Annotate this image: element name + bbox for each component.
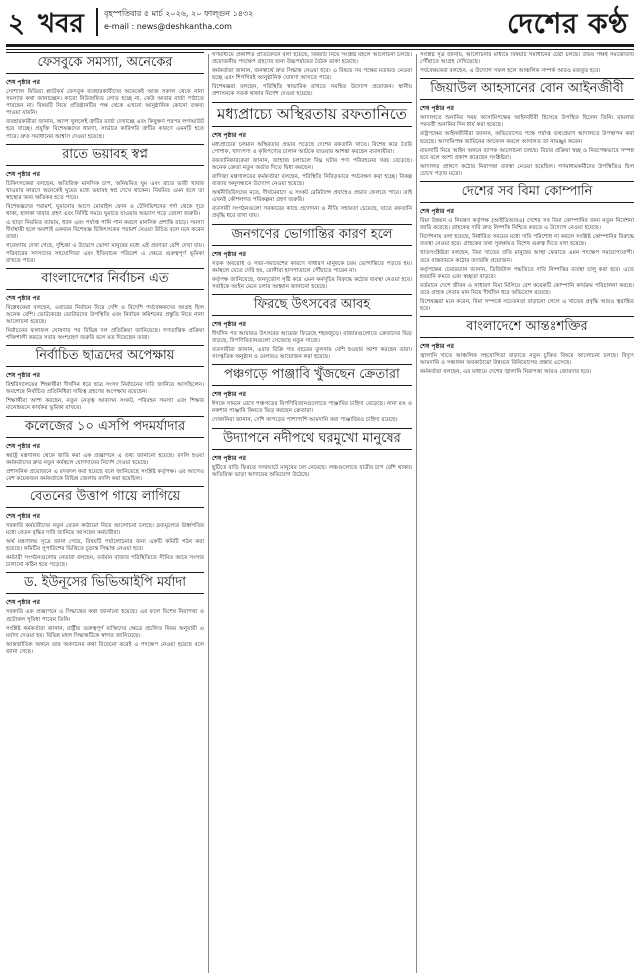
article-paragraph: বিশ্ববিদ্যালয়ের শিক্ষার্থীরা দীর্ঘদিন ধরে ছাত্র সংসদ নির্বাচনের দাবি জানিয়ে আসছিলেন। অবশেষে নির্বাচিত প্রতিনিধিরা দায়িত্ব গ্রহণের অপেক্ষায় রয়েছেন। (6, 382, 204, 396)
article-paragraph: জ্বালানি খাতে আঞ্চলিক সহযোগিতা বাড়াতে নতুন চুক্তির বিষয়ে আলোচনা চলছে। বিদ্যুৎ আমদানি ও সঞ্চালন অবকাঠামো উন্নয়নে বিনিয়োগের প্রস্তাব এসেছে। (420, 353, 634, 367)
article-continued-label: শেষ পৃষ্ঠার পর (6, 294, 40, 302)
article (212, 52, 412, 99)
article-paragraph: রাষ্ট্রপক্ষের আইনজীবীরা জানান, অভিযোগের পক্ষে পর্যাপ্ত তথ্যপ্রমাণ আদালতে উপস্থাপন করা হয়েছে। আসামিপক্ষ জামিনের আবেদন করলে আদালত তা নামঞ্জুর করেন। (420, 131, 634, 145)
article-headline: বেতনের উত্তাপ গায়ে লাগিয়ে (6, 486, 204, 508)
article-paragraph: গবেষণায় দেখা গেছে, দুশ্চিন্তা ও উদ্বেগে ভোগা মানুষের মধ্যে এই প্রবণতা বেশি দেখা যায়। পরিবারের সদস্যদের সহযোগিতা এবং ইতিবাচক পরিবেশ এ ক্ষেত্রে গুরুত্বপূর্ণ ভূমিকা রাখতে পারে। (6, 243, 204, 264)
article-paragraph: গণমাধ্যমে প্রকাশিত প্রতিবেদনে বলা হয়েছে, বিষয়টি নিয়ে সংশ্লিষ্ট মহলে আলোচনা চলছে। প্রয়োজনীয় পদক্ষেপ গ্রহণের জন্য উচ্চপর্যায়ের বৈঠক ডাকা হয়েছে। (212, 52, 412, 66)
article-headline: কলেজের ১০ এসপি পদমর্যাদার (6, 416, 204, 438)
article-continued-label: শেষ পৃষ্ঠার পর (6, 512, 40, 520)
article-paragraph: অর্থনীতিবিদদের মতে, দীর্ঘমেয়াদে এ সংকট রেমিট্যান্স প্রবাহেও প্রভাব ফেলতে পারে। তাই এখনই কৌশলগত পরিকল্পনা গ্রহণ জরুরি। (212, 190, 412, 204)
contact-email[interactable]: e-mail : news@deshkantha.com (104, 22, 232, 31)
article-headline: ফিরছে উৎসবের আবহ (212, 294, 412, 316)
article-paragraph: কর্মচারী সংগঠনগুলোর নেতারা বলছেন, বর্তমান বাজার পরিস্থিতিতে সীমিত আয়ে সংসার চালানো কঠিন হয়ে পড়েছে। (6, 555, 204, 569)
article-paragraph: কর্মকর্তারা জানান, জনস্বার্থে দ্রুত সিদ্ধান্ত নেওয়া হবে। এ বিষয়ে সব পক্ষের মতামত নেওয়া হচ্ছে এবং শিগগিরই আনুষ্ঠানিক ঘোষণা আসতে পারে। (212, 68, 412, 82)
article-headline: বাংলাদেশে আন্তঃশক্তির (420, 316, 634, 338)
article-headline: পঞ্চগড়ে পাঞ্জাবি খুঁজছেন ক্রেতারা (212, 364, 412, 386)
article-continued-label: শেষ পৃষ্ঠার পর (6, 599, 40, 607)
article-paragraph: আন্তর্জাতিক অঙ্গনে তার অবদানের কথা বিবেচনা করেই এ পদক্ষেপ নেওয়া হয়েছে বলে জানা গেছে। (6, 641, 204, 655)
article-paragraph: সংশ্লিষ্ট সূত্র জানায়, আলোচনার মাধ্যমে বিষয়টি সমাধানের চেষ্টা চলছে। উভয় পক্ষই সমঝোতায় পৌঁছাতে আগ্রহ দেখিয়েছে। (420, 52, 634, 66)
newspaper-logo: দেশের কণ্ঠ (506, 7, 628, 40)
column-divider (416, 54, 417, 973)
article (420, 316, 634, 376)
article (6, 416, 204, 483)
article (212, 428, 412, 479)
article-paragraph: বাণিজ্য মন্ত্রণালয়ের কর্মকর্তারা বলছেন, পরিস্থিতি নিবিড়ভাবে পর্যবেক্ষণ করা হচ্ছে। বিকল্প বাজার অনুসন্ধানে উদ্যোগ নেওয়া হয়েছে। (212, 173, 412, 188)
section-title: খবর (38, 9, 84, 39)
article-paragraph: বিশেষজ্ঞরা মনে করেন, বিমা সম্পর্কে সচেতনতা বাড়ানো গেলে এ খাতের প্রবৃদ্ধি আরও ত্বরান্বিত হবে। (420, 298, 634, 313)
article-paragraph: শিক্ষার্থীরা আশা করছেন, নতুন নেতৃত্ব আবাসন সংকট, পরিবহন সমস্যা এবং শিক্ষার মানোন্নয়নে কার্যকর ভূমিকা রাখবে। (6, 398, 204, 412)
article-paragraph: ব্যবসায়ী সংগঠনগুলো সরকারের কাছে প্রণোদনা ও নীতি সহায়তা চেয়েছে, যাতে রফতানি প্রবৃদ্ধি ধরে রাখা যায়। (212, 206, 412, 220)
article-paragraph: স্বরাষ্ট্র মন্ত্রণালয় থেকে জারি করা এক প্রজ্ঞাপনে এ তথ্য জানানো হয়েছে। বদলি হওয়া কর্মকর্তাদের দ্রুত নতুন কর্মস্থলে যোগদানের নির্দেশ দেওয়া হয়েছে। (6, 452, 204, 466)
article-continued-label: শেষ পৃষ্ঠার পর (212, 250, 246, 258)
article-paragraph: সড়ক অবরোধ ও সভা-সমাবেশের কারণে সাধারণ মানুষকে চরম ভোগান্তিতে পড়তে হয়। কর্মস্থলে যেতে দেরি হয়, রোগীরা হাসপাতালে পৌঁছাতে পারেন না। (212, 260, 412, 274)
article-headline: বাংলাদেশের নির্বাচন এত (6, 268, 204, 290)
column-left (6, 52, 204, 975)
article-paragraph: প্রশাসনিক প্রয়োজনে এ রদবদল করা হয়েছে বলে জানিয়েছে সংশ্লিষ্ট কর্তৃপক্ষ। এর আগেও বেশ কয়েকজন কর্মকর্তাকে বিভিন্ন জেলায় বদলি করা হয়েছিল। (6, 468, 204, 482)
article (212, 224, 412, 291)
article-headline: মধ্যপ্রাচ্যে অস্থিরতায় রফতানিতে (212, 102, 412, 127)
article (212, 294, 412, 361)
article-continued-label: শেষ পৃষ্ঠার পর (420, 105, 454, 113)
article-continued-label: শেষ পৃষ্ঠার পর (420, 208, 454, 216)
article (6, 486, 204, 570)
article-headline: উদ্যাপনে নদীপথে ঘরমুখো মানুষের (212, 428, 412, 450)
article-paragraph: মামলাটি নিয়ে আইন অঙ্গনে ব্যাপক আলোচনা চলছে। বিচার প্রক্রিয়া স্বচ্ছ ও নিরপেক্ষভাবে সম্পন্ন হবে বলে আশা প্রকাশ করেছেন সংশ্লিষ্টরা। (420, 147, 634, 161)
article-paragraph: সংশ্লিষ্ট কর্মকর্তারা জানান, রাষ্ট্রীয় গুরুত্বপূর্ণ ব্যক্তিদের ক্ষেত্রে প্রচলিত নিয়ম অনুযায়ী এ মর্যাদা দেওয়া হয়। বিভিন্ন মহল সিদ্ধান্তটিকে স্বাগত জানিয়েছে। (6, 625, 204, 639)
article-paragraph: অর্থ মন্ত্রণালয় সূত্রে জানা গেছে, বিষয়টি পর্যালোচনার জন্য একটি কমিটি গঠন করা হয়েছে। কমিটির সুপারিশের ভিত্তিতে চূড়ান্ত সিদ্ধান্ত নেওয়া হবে। (6, 539, 204, 553)
article (6, 52, 204, 141)
article-headline: ফেসবুকে সমস্যা, অনেকের (6, 52, 204, 74)
article-paragraph: বিশেষজ্ঞদের পরামর্শ, ঘুমানোর আগে মোবাইল ফোন ও টেলিভিশনের পর্দা থেকে দূরে থাকা, হালকা খাবার গ্রহণ এবং নির্দিষ্ট সময়ে ঘুমাতে যাওয়ার অভ্যাস গড়ে তোলা জরুরি। (6, 203, 204, 218)
article-continued-label: শেষ পৃষ্ঠার পর (6, 170, 40, 178)
masthead-divider (96, 8, 98, 36)
article (6, 268, 204, 342)
article-paragraph: আদালতে শুনানির সময় আসামিপক্ষের আইনজীবী হিসেবে উপস্থিত ছিলেন তিনি। মামলার পরবর্তী শুনানির দিন ধার্য করা হয়েছে। (420, 115, 634, 129)
article-paragraph: সরকারি এক প্রজ্ঞাপনে এ সিদ্ধান্তের কথা জানানো হয়েছে। এর ফলে বিশেষ নিরাপত্তা ও প্রটোকল সুবিধা পাবেন তিনি। (6, 609, 204, 623)
masthead-rule-thin (6, 49, 634, 50)
issue-date: বৃহস্পতিবার ৫ মার্চ ২০২৬, ২০ ফাল্গুন ১৪৩২ (104, 9, 254, 18)
article-headline: ড. ইউনূসের ভিভিআইপি মর্যাদা (6, 572, 204, 594)
article-continued-label: শেষ পৃষ্ঠার পর (212, 131, 246, 139)
article-continued-label: শেষ পৃষ্ঠার পর (212, 454, 246, 462)
article-paragraph: পর্যবেক্ষকেরা বলছেন, এ উদ্যোগ সফল হলে আঞ্চলিক সম্পর্ক আরও মজবুত হবে। (420, 68, 601, 75)
article-continued-label: শেষ পৃষ্ঠার পর (6, 372, 40, 380)
article-paragraph: দীর্ঘদিন পর আবারও উৎসবের আমেজ ফিরেছে শহরজুড়ে। বাজারগুলোতে ক্রেতাদের ভিড় বাড়ছে, বিপণিবিতানগুলো সেজেছে নতুন সাজে। (212, 330, 412, 344)
page-number: ২ (8, 9, 25, 39)
column-right (420, 52, 634, 975)
column-middle (212, 52, 412, 975)
article-paragraph: খাতসংশ্লিষ্টরা বলছেন, বিমা খাতের প্রতি মানুষের আস্থা ফেরাতে এমন পদক্ষেপ সময়োপযোগী। তবে বাস্তবায়নে কঠোর তদারকি প্রয়োজন। (420, 250, 634, 264)
article-paragraph: বিশেষজ্ঞরা বলছেন, পরিস্থিতি স্বাভাবিক রাখতে সমন্বিত উদ্যোগ প্রয়োজন। স্থানীয় প্রশাসনকে সতর্ক থাকার নির্দেশ দেওয়া হয়েছে। (212, 84, 412, 98)
article-continued-label: শেষ পৃষ্ঠার পর (6, 442, 40, 450)
article-headline: রাতে ভয়াবহ স্বপ্ন (6, 144, 204, 166)
article-headline: জনগণের ভোগান্তির কারণ হলে (212, 224, 412, 246)
article-paragraph: সোশ্যাল মিডিয়া প্ল্যাটফর্ম ফেসবুক ব্যবহারকারীদের অনেকেই আজ সকাল থেকে নানা সমস্যার কথা জানাচ্ছেন। কারো নিউজফিড লোড হচ্ছে না, কেউ আবার বার্তা পাঠাতে পারছেন না। বিষয়টি নিয়ে প্রতিষ্ঠানটির পক্ষ থেকে এখনো আনুষ্ঠানিক কোনো বক্তব্য পাওয়া যায়নি। (6, 89, 204, 117)
article-paragraph: কর্মকর্তারা বলছেন, এর মাধ্যমে দেশের জ্বালানি নিরাপত্তা আরও জোরদার হবে। (420, 369, 592, 376)
article (6, 144, 204, 265)
article-paragraph: ঈদকে সামনে রেখে পঞ্চগড়ের বিপণিবিতানগুলোতে পাঞ্জাবির চাহিদা বেড়েছে। নানা রঙ ও নকশার পাঞ্জাবি কিনতে ভিড় করছেন ক্রেতারা। (212, 401, 412, 415)
article-paragraph: ছুটিতে বাড়ি ফিরতে সদরঘাটে মানুষের ঢল নেমেছে। লঞ্চগুলোতে যাত্রীর চাপ বেশি থাকায় অতিরিক্ত ভাড়া আদায়ের অভিযোগ উঠেছে। (212, 464, 412, 478)
article-paragraph: কর্তৃপক্ষ জানিয়েছে, জনদুর্ভোগ সৃষ্টি করে এমন কর্মসূচির বিরুদ্ধে কঠোর ব্যবস্থা নেওয়া হবে। সবাইকে আইন মেনে চলার আহ্বান জানানো হয়েছে। (212, 276, 412, 290)
article-paragraph: সরকারি কর্মচারীদের নতুন বেতন কাঠামো নিয়ে আলোচনা চলছে। দ্রব্যমূল্যের ঊর্ধ্বগতির মধ্যে বেতন বৃদ্ধির দাবি জানিয়ে আসছেন কর্মচারীরা। (6, 522, 204, 536)
article-paragraph: মধ্যপ্রাচ্যের চলমান অস্থিরতার প্রভাব পড়েছে দেশের রফতানি খাতে। বিশেষ করে তৈরি পোশাক, খাদ্যপণ্য ও কৃষিপণ্যের চালান আটকে যাওয়ার আশঙ্কা করছেন ব্যবসায়ীরা। (212, 141, 412, 155)
article (212, 102, 412, 221)
article-continued-label: শেষ পৃষ্ঠার পর (6, 79, 40, 86)
article-paragraph: বর্তমানে দেশে জীবন ও সাধারণ বিমা মিলিয়ে বেশ কয়েকটি কোম্পানি কার্যক্রম পরিচালনা করছে। তবে গ্রাহক সেবার মান নিয়ে দীর্ঘদিন ধরে অভিযোগ রয়েছে। (420, 282, 634, 296)
article (420, 181, 634, 313)
article-paragraph: এ ছাড়া নিয়মিত ব্যায়াম, ধ্যান এবং পর্যাপ্ত পানি পান করলে মানসিক প্রশান্তি বাড়ে। সমস্যা দীর্ঘস্থায়ী হলে অবশ্যই একজন বিশেষজ্ঞ চিকিৎসকের পরামর্শ নেওয়া উচিত বলে মনে করেন তারা। (6, 220, 204, 241)
article (420, 78, 634, 178)
masthead (0, 0, 640, 46)
column-divider (208, 54, 209, 973)
article-paragraph: আদালত প্রাঙ্গণে কঠোর নিরাপত্তা ব্যবস্থা নেওয়া হয়েছিল। গণমাধ্যমকর্মীদের উপস্থিতিও ছিল চোখে পড়ার মতো। (420, 163, 634, 177)
article (6, 572, 204, 656)
article-continued-label: শেষ পৃষ্ঠার পর (212, 320, 246, 328)
article-headline: জিয়াউল আহসানের বোন আইনজীবী (420, 78, 634, 100)
article (212, 364, 412, 424)
article-headline: নির্বাচিত ছাত্রদের অপেক্ষায় (6, 345, 204, 367)
article-paragraph: বিশ্লেষকেরা বলছেন, এবারের নির্বাচন ঘিরে দেশি ও বিদেশি পর্যবেক্ষকদের আগ্রহ ছিল অনেক বেশি। ভোটকেন্দ্রে ভোটারদের উপস্থিতি এবং নির্বাচন কমিশনের প্রস্তুতি নিয়ে নানা আলোচনা হয়েছে। (6, 304, 204, 325)
article-paragraph: ব্যবসায়ীরা জানান, এবার বিক্রি গত বছরের তুলনায় বেশি হওয়ার আশা করছেন তারা। সাংস্কৃতিক অনুষ্ঠান ও মেলারও আয়োজন করা হয়েছে। (212, 347, 412, 361)
article-paragraph: দোকানিরা জানান, দেশি কাপড়ের পাশাপাশি আমদানি করা পাঞ্জাবিরও চাহিদা রয়েছে। (212, 417, 398, 424)
article (6, 345, 204, 412)
article (420, 52, 634, 75)
article-headline: দেশের সব বিমা কোম্পানি (420, 181, 634, 203)
masthead-rule (6, 44, 634, 47)
article-continued-label: শেষ পৃষ্ঠার পর (212, 391, 246, 399)
article-paragraph: ব্যবহারকারীরা জানান, অ্যাপ খুললেই ত্রুটির বার্তা দেখাচ্ছে এবং কিছুক্ষণ পরপর লগআউট হয়ে যাচ্ছে। প্রযুক্তি বিশেষজ্ঞদের ধারণা, সার্ভারে কারিগরি ত্রুটির কারণে এমনটি হতে পারে। দ্রুত সমাধানের আশ্বাস দেওয়া হয়েছে। (6, 119, 204, 140)
article-paragraph: বিমা উন্নয়ন ও নিয়ন্ত্রণ কর্তৃপক্ষ (আইডিআরএ) দেশের সব বিমা কোম্পানির জন্য নতুন নির্দেশনা জারি করেছে। গ্রাহকের দাবি দ্রুত নিষ্পত্তি নিশ্চিত করতে এ উদ্যোগ নেওয়া হয়েছে। (420, 218, 634, 232)
article-paragraph: নির্বাচনের ফলাফল ঘোষণার পর বিভিন্ন দল প্রতিক্রিয়া জানিয়েছে। গণতান্ত্রিক প্রক্রিয়া শক্তিশালী করতে সবার অংশগ্রহণ জরুরি বলে মত দিয়েছেন তারা। (6, 327, 204, 342)
article-paragraph: চিকিৎসকেরা বলছেন, অতিরিক্ত মানসিক চাপ, অনিয়মিত ঘুম এবং রাতে ভারী খাবার খাওয়ার কারণে অনেকেই ঘুমের মধ্যে ভয়াবহ স্বপ্ন দেখে থাকেন। নিয়মিত এমন হলে তা স্বাস্থ্যের জন্য ক্ষতিকর হতে পারে। (6, 180, 204, 201)
article-paragraph: কর্তৃপক্ষের চেয়ারম্যান জানান, ডিজিটাল পদ্ধতিতে দাবি নিষ্পত্তির ব্যবস্থা চালু করা হবে। এতে হয়রানি কমবে এবং স্বচ্ছতা বাড়বে। (420, 266, 634, 280)
article-paragraph: রফতানিকারকেরা জানান, জাহাজ চলাচলে বিঘ্ন ঘটায় পণ্য পরিবহনের খরচ বেড়েছে। অনেক ক্রেতা নতুন অর্ডার দিতে দ্বিধা করছেন। (212, 157, 412, 171)
article-paragraph: নির্দেশনায় বলা হয়েছে, নির্ধারিত সময়ের মধ্যে দাবি পরিশোধ না করলে সংশ্লিষ্ট কোম্পানির বিরুদ্ধে ব্যবস্থা নেওয়া হবে। গ্রাহকের তথ্য সুরক্ষায়ও বিশেষ গুরুত্ব দিতে বলা হয়েছে। (420, 234, 634, 248)
article-continued-label: শেষ পৃষ্ঠার পর (420, 343, 454, 351)
